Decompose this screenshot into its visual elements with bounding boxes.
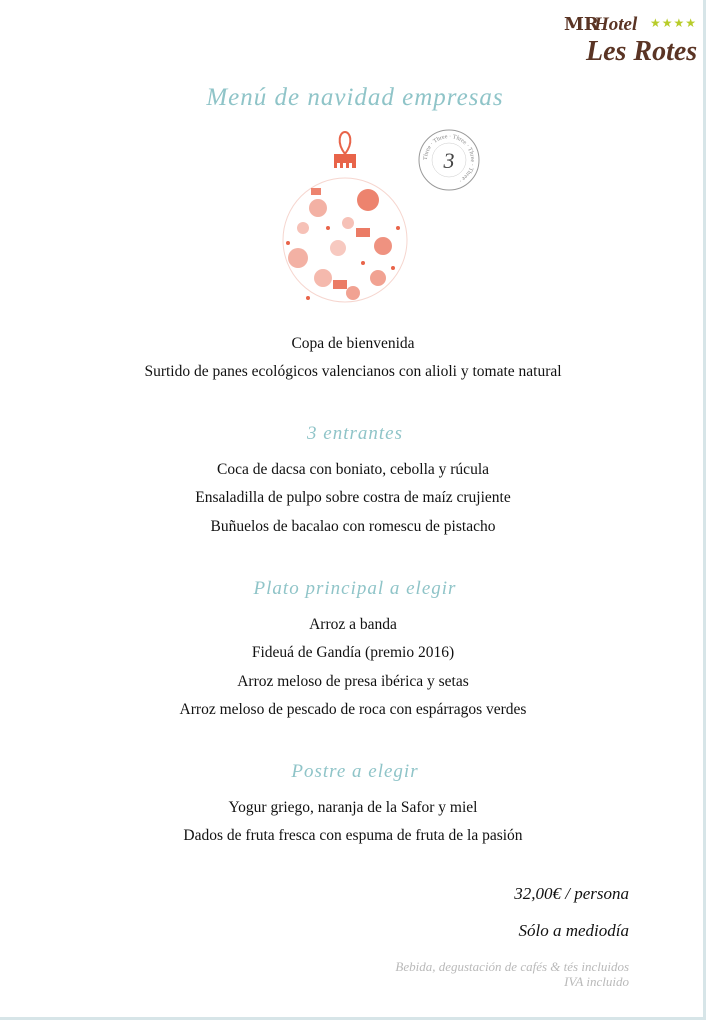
note-drinks: Bebida, degustación de cafés & tés incluidos <box>395 959 629 974</box>
menu-item: Arroz meloso de pescado de roca con espárragos verdes <box>179 701 527 718</box>
logo-name: Les Rotes <box>586 36 698 67</box>
intro-item: Surtido de panes ecológicos valencianos con alioli y tomate natural <box>144 363 562 380</box>
menu-item: Arroz meloso de presa ibérica y setas <box>237 673 469 690</box>
logo-stars: ★★★★ <box>650 16 698 30</box>
stamp-ring-text: Three · Three · Three · Three · Three · <box>422 133 476 184</box>
menu-item: Arroz a banda <box>309 616 397 633</box>
availability: Sólo a mediodía <box>518 921 629 940</box>
stamp-number: 3 <box>443 148 455 173</box>
menu-item: Dados de fruta fresca con espuma de fruta de la pasión <box>183 827 523 844</box>
menu-item: Buñuelos de bacalao con romescu de pistacho <box>210 518 496 535</box>
section-heading: Plato principal a elegir <box>253 578 457 599</box>
section-heading: 3 entrantes <box>307 423 403 444</box>
stamp-icon <box>417 128 481 192</box>
christmas-ornament-icon <box>278 128 413 318</box>
price: 32,00€ / persona <box>514 884 629 903</box>
note-vat: IVA incluido <box>564 974 629 989</box>
intro-item: Copa de bienvenida <box>291 335 415 352</box>
menu-item: Fideuá de Gandía (premio 2016) <box>251 644 455 661</box>
menu-item: Yogur griego, naranja de la Safor y miel <box>228 799 478 816</box>
section-heading: Postre a elegir <box>291 761 419 782</box>
menu-item: Ensaladilla de pulpo sobre costra de maíz crujiente <box>195 489 511 506</box>
menu-item: Coca de dacsa con boniato, cebolla y rúcula <box>217 461 489 478</box>
page-title: Menú de navidad empresas <box>206 84 504 111</box>
logo-mr: MR <box>564 14 599 35</box>
logo-hotel: Hotel <box>594 14 638 35</box>
hotel-logo <box>562 8 702 70</box>
